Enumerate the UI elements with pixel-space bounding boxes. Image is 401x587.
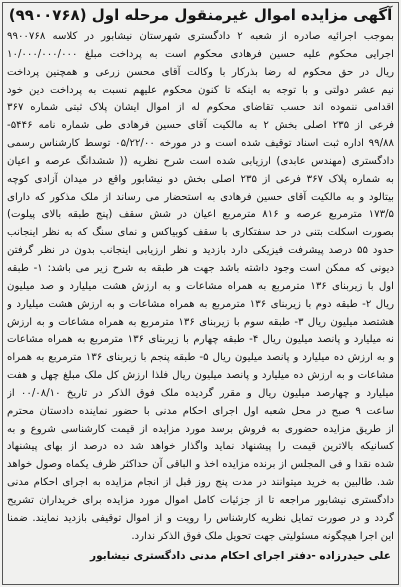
body-line: اجرایی محکوم علیه حسین فرهادی محکوم است به پرداخت مبلغ ۱۰/۰۰۰/۰۰۰/۰۰۰ xyxy=(7,48,394,60)
body-line: ساعت ۹ صبح در محل شعبه اول اجرای احکام مدنی با حضور نماینده دادستان محترم xyxy=(7,405,394,417)
notice-border xyxy=(2,2,399,585)
body-line: اول با زیربنای ۱۳۶ مترمربع به همراه مشاعات و به ارزش هشت میلیارد و صد میلیون xyxy=(7,280,394,292)
body-line: ریال در حق محکوم له رضا بذرکار با وکالت آقای محسن زرعی و همچنین پرداخت xyxy=(7,66,394,78)
body-line: ریال ۲- طبقه دوم با زیربنای ۱۳۶ مترمربع به همراه مشاعات و به ارزش هشت میلیارد و xyxy=(7,298,394,310)
body-line: ۹۹/۸۸ اداره ثبت اسناد توقیف شده است و در مورخه ۰۵/۲۲/۰۰ توسط کارشناس رسمی xyxy=(7,138,394,150)
body-line: شد. طالبین به خرید میتوانند در مدت پنج روز قبل از انجام مزایده به اجرای احکام مدنی xyxy=(7,477,394,489)
body-line: و به ارزش ده میلیارد و پانصد میلیون ریال ۵- طبقه پنجم با زیربنای ۱۳۶ مترمربع به همراه xyxy=(7,352,394,364)
body-line: بیتالود و به مالکیت آقای حسین فرهادی به استحضار می رساند از ملک مذکور که دارای xyxy=(7,191,394,203)
body-line: از طریق مزایده حضوری به فروش برسد مورد مزایده از قیمت کارشناسی شروع و به xyxy=(7,423,394,435)
body-line: نه میلیارد و پانصد میلیون ریال ۴- طبقه چهارم با زیربنای ۱۳۶ مترمربع به همراه مشاعات xyxy=(7,334,394,346)
body-line: دیونی که ممکن است وجود داشته باشد جهت هر طبقه به شرح زیر می باشد: ۱- طبقه xyxy=(7,262,394,274)
body-line: شده نقدا و فی المجلس از برنده مزایده اخذ و الباقی آن حداکثر ظرف یکماه وصول خواهد xyxy=(7,459,394,471)
body-line: به شماره پلاک ۳۶۷ فرعی از ۲۳۵ اصلی بخش دو نیشابور واقع در میدان آزادی کوچه xyxy=(7,173,394,185)
body-line: بصورت اسکلت بتنی در حد سفتکاری با سقف کوبیاکس و نمای سنگ که به نظر اینجانب xyxy=(7,227,394,239)
body-line: این اجرا هیچگونه مسئولیتی جهت تحویل ملک فوق الذکر ندارد. xyxy=(131,530,394,542)
body-line: دادگستری (مهندس عابدی) ارزیابی شده است شرح نظریه (( ششدانگ عرصه و اعیان xyxy=(7,155,394,167)
notice-signature: علی حیدرزاده -دفتر اجرای احکام مدنی دادگستری نیشابور xyxy=(90,550,391,563)
body-line: گردد و در صورت تمایل نظریه کارشناس را رویت و از اموال توقیفی بازدید نمایند. ضمنا xyxy=(7,512,394,524)
body-line: بموجب اجرائیه صادره از شعبه ۲ دادگستری شهرستان نیشابور در کلاسه ۹۹۰۰۷۶۸ xyxy=(7,31,394,42)
body-line: ۱۷۳/۵ مترمربع عرصه و ۸۱۶ مترمربع اعیان در شش سقف (پنج طبقه بالای پیلوت) xyxy=(7,209,394,221)
body-line: مشاعات و به ارزش ده میلیارد و پانصد میلیون ریال فلذا ارزش کل ملک مبلغ چهل و هفت xyxy=(7,370,394,382)
notice-title: آگهی مزایده اموال غیرمنقول مرحله اول (۹۹۰۰۷۶۸) xyxy=(8,6,393,24)
body-line: هشتصد میلیون ریال ۳- طبقه سوم با زیربنای ۱۳۶ مترمربع به همراه مشاعات و به ارزش xyxy=(7,316,394,328)
body-line: اقدامی ننموده اند حسب تقاضای محکوم له از اموال ایشان پلاک ثبتی شماره ۳۶۷ xyxy=(7,102,394,114)
body-line: نیم عشر دولتی و با توجه به اینکه تا کنون محکوم علیهم نسبت به پرداخت دین خود xyxy=(7,84,394,96)
body-line: فرعی از ۲۳۵ اصلی بخش ۲ به مالکیت آقای حسین فرهادی طی شماره نامه ۵۴۴۶- xyxy=(7,120,394,132)
body-line: دادگستری نیشابور مراجعه تا از جزئیات کامل اموال مورد مزایده برای خریداران تشریح xyxy=(7,494,394,506)
body-line: حدود ۵۵ درصد پیشرفت فیزیکی دارد بازدید و نظر ارزیابی اینجانب بدون در نظر گرفتن xyxy=(7,245,394,257)
body-line: میلیارد و چهارصد میلیون ریال و مقرر گردیده ملک فوق الذکر در تاریخ ۰۰/۰۸/۱۰ از xyxy=(7,387,394,399)
body-line: کسانیکه بالاترین قیمت را پیشنهاد نماید واگذار خواهد شد ده درصد از بهای پیشنهاد xyxy=(7,441,394,453)
